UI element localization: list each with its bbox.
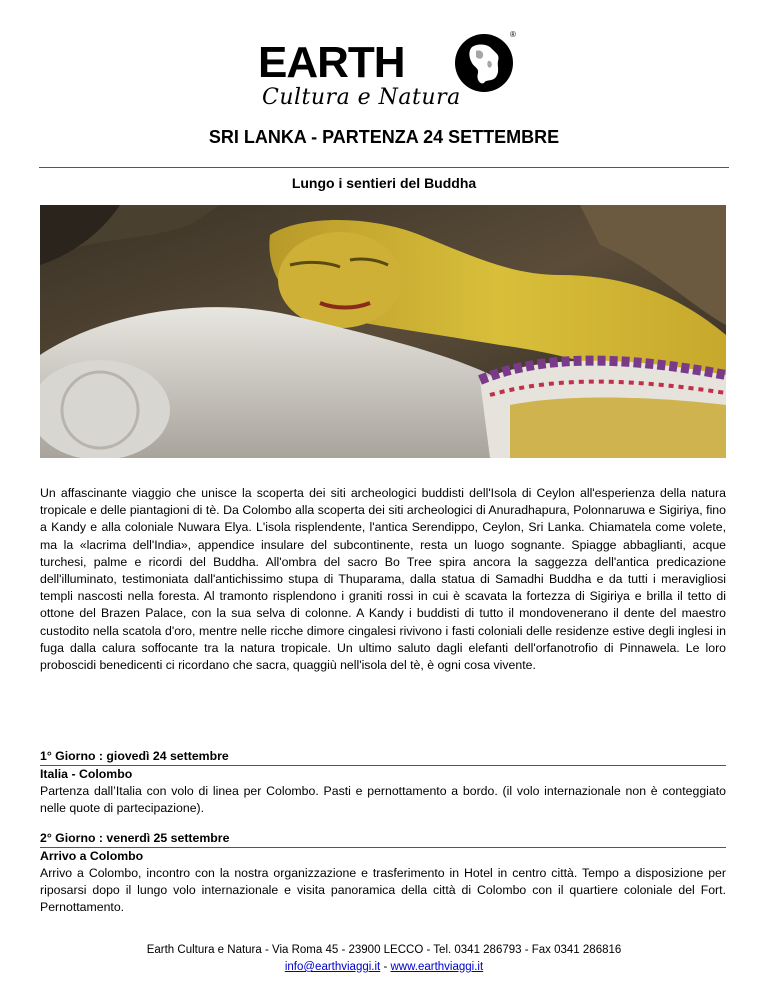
footer-address: Earth Cultura e Natura - Via Roma 45 - 23900 LECCO - Tel. 0341 286793 - Fax 0341 286816 — [146, 944, 622, 956]
earth-logo — [258, 30, 520, 112]
intro-paragraph: Un affascinante viaggio che unisce la scoperta dei siti archeologici buddisti dell'Isola di Ceylon all'esperienza della natura tropicale e delle piantagioni di tè. Da Colombo alla scoperta dei siti archeologici di Anuradhapura, Polonnaruwa e Sigiriya, fino a Kandy e alla coloniale Nuwara Elya. L'isola risplendente, l'antica Serendippo, Ceylon, Sri Lanka. Chiamatela come volete, ma la «lacrima dell'India», appendice insulare del subcontinente, resta un luogo sognante. Spiagge abbaglianti, acque turchesi, palme e ricordi del Buddha. All'ombra del sacro Bo Tree spira ancora la saggezza dell'antica predicazione dell'illuminato, testimoniata dall'antichissimo stupa di Thuparama, dalla statua di Samadhi Buddha e da tutti i meravigliosi templi nascosti nella foresta. Al tramonto risplendono i graniti rossi in cui è scavata la fortezza di Sigiriya e brilla il tetto di ottone del Brazen Palace, con la sua selva di colonne. A Kandy i buddisti di tutto il mondovenerano il dente del maestro custodito nella scatola d'oro, mentre nelle ricche dimore cingalesi rivivono i fasti coloniali delle residenze estive degli inglesi in fuga dalla calura soffocante tra la natura tropicale. Un ultimo saluto dagli elefanti dell'orfanotrofio di Pinnawela. Le loro proboscidi benedicenti ci ricordano che sacra, quaggiù nell'isola del tè, è ogni cosa vivente. — [40, 486, 726, 673]
logo-tagline: Cultura e Natura — [262, 85, 461, 110]
logo-wordmark: EARTH — [258, 38, 405, 87]
reclining-buddha-photo — [40, 205, 726, 458]
page-title: SRI LANKA - PARTENZA 24 SETTEMBRE — [208, 127, 560, 147]
page-subtitle: Lungo i sentieri del Buddha — [291, 175, 477, 191]
website-link[interactable]: www.earthviaggi.it — [390, 961, 484, 973]
day-route: Arrivo a Colombo — [40, 849, 144, 863]
day-item-2 — [40, 830, 726, 916]
page-footer — [0, 942, 768, 976]
email-link[interactable]: info@earthviaggi.it — [284, 961, 381, 973]
globe-icon — [454, 33, 514, 93]
day-item-1 — [40, 748, 726, 817]
footer-links — [0, 959, 768, 976]
day-route: Italia - Colombo — [40, 767, 133, 781]
day-description: Partenza dall’Italia con volo di linea per Colombo. Pasti e pernottamento a bordo. (il volo internazionale non è conteggiato nelle quote di partecipazione). — [40, 784, 726, 815]
day-heading: 1° Giorno : giovedì 24 settembre — [40, 748, 726, 766]
day-heading: 2° Giorno : venerdì 25 settembre — [40, 830, 726, 848]
footer-separator: - — [380, 961, 391, 973]
title-divider — [39, 167, 729, 168]
day-description: Arrivo a Colombo, incontro con la nostra organizzazione e trasferimento in Hotel in centro città. Tempo a disposizione per riposarsi dopo il lungo volo internazionale e visita panoramica della città di Colombo con il quartiere coloniale del Fort. Pernottamento. — [40, 866, 726, 914]
registered-mark: ® — [510, 30, 516, 39]
